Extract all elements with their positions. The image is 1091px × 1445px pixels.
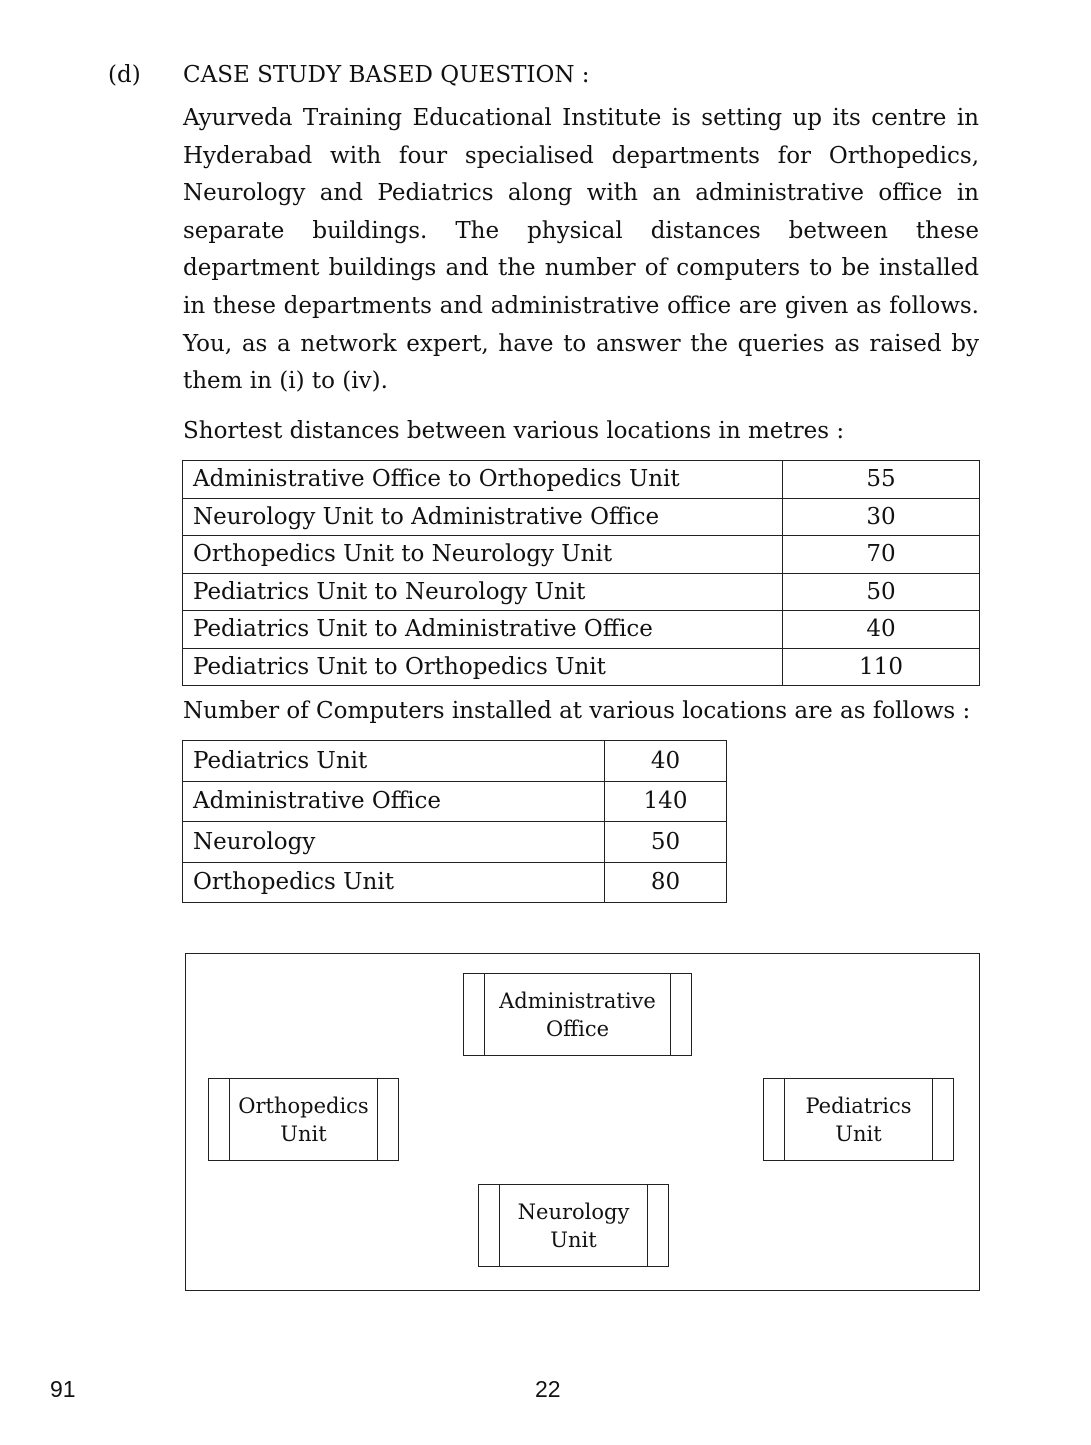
computers-table	[182, 740, 727, 903]
distances-caption: Shortest distances between various locations in metres :	[183, 418, 845, 444]
table-row	[183, 498, 980, 536]
count-cell: 80	[605, 862, 727, 903]
pediatrics-label-line1: Pediatrics	[805, 1093, 912, 1118]
route-cell: Administrative Office to Orthopedics Unit	[183, 461, 783, 499]
table-row	[183, 611, 980, 649]
route-cell: Pediatrics Unit to Neurology Unit	[183, 573, 783, 611]
route-cell: Neurology Unit to Administrative Office	[183, 498, 783, 536]
case-study-paragraph: Ayurveda Training Educational Institute is setting up its centre in Hyderabad with four specialised departments for Orthopedics, Neurology and Pediatrics along with an administrative office in separate buildings. The physical distances between these department buildings and the number of computers to be installed in these departments and administrative office are given as follows. You, as a network expert, have to answer the queries as raised by them in (i) to (iv).	[183, 105, 979, 395]
table-row	[183, 822, 727, 863]
table-row	[183, 536, 980, 574]
admin-office-label-line1: Administrative	[499, 988, 656, 1013]
distance-cell: 30	[783, 498, 980, 536]
orthopedics-label-line2: Unit	[280, 1121, 327, 1146]
orthopedics-unit-building	[208, 1078, 399, 1161]
paper-code: 91	[50, 1376, 76, 1402]
pediatrics-unit-building	[763, 1078, 954, 1161]
route-cell: Pediatrics Unit to Administrative Office	[183, 611, 783, 649]
location-cell: Neurology	[183, 822, 605, 863]
admin-office-building	[463, 973, 692, 1056]
table-row	[183, 573, 980, 611]
distances-table	[182, 460, 980, 686]
table-row	[183, 862, 727, 903]
location-cell: Pediatrics Unit	[183, 741, 605, 782]
count-cell: 50	[605, 822, 727, 863]
distance-cell: 40	[783, 611, 980, 649]
table-row	[183, 648, 980, 686]
table-row	[183, 741, 727, 782]
neurology-unit-building	[478, 1184, 669, 1267]
location-cell: Orthopedics Unit	[183, 862, 605, 903]
neurology-label-line2: Unit	[550, 1227, 597, 1252]
distance-cell: 70	[783, 536, 980, 574]
orthopedics-label-line1: Orthopedics	[238, 1093, 369, 1118]
count-cell: 140	[605, 781, 727, 822]
table-row	[183, 461, 980, 499]
admin-office-label-line2: Office	[545, 1016, 610, 1041]
table-row	[183, 781, 727, 822]
page-number: 22	[535, 1376, 561, 1402]
computers-caption: Number of Computers installed at various locations are as follows :	[183, 698, 971, 724]
route-cell: Pediatrics Unit to Orthopedics Unit	[183, 648, 783, 686]
route-cell: Orthopedics Unit to Neurology Unit	[183, 536, 783, 574]
campus-layout-diagram	[185, 953, 980, 1291]
neurology-label-line1: Neurology	[517, 1199, 630, 1224]
distance-cell: 110	[783, 648, 980, 686]
distance-cell: 55	[783, 461, 980, 499]
question-label: (d)	[108, 62, 141, 88]
question-title: CASE STUDY BASED QUESTION :	[183, 62, 590, 88]
location-cell: Administrative Office	[183, 781, 605, 822]
distance-cell: 50	[783, 573, 980, 611]
pediatrics-label-line2: Unit	[835, 1121, 882, 1146]
count-cell: 40	[605, 741, 727, 782]
